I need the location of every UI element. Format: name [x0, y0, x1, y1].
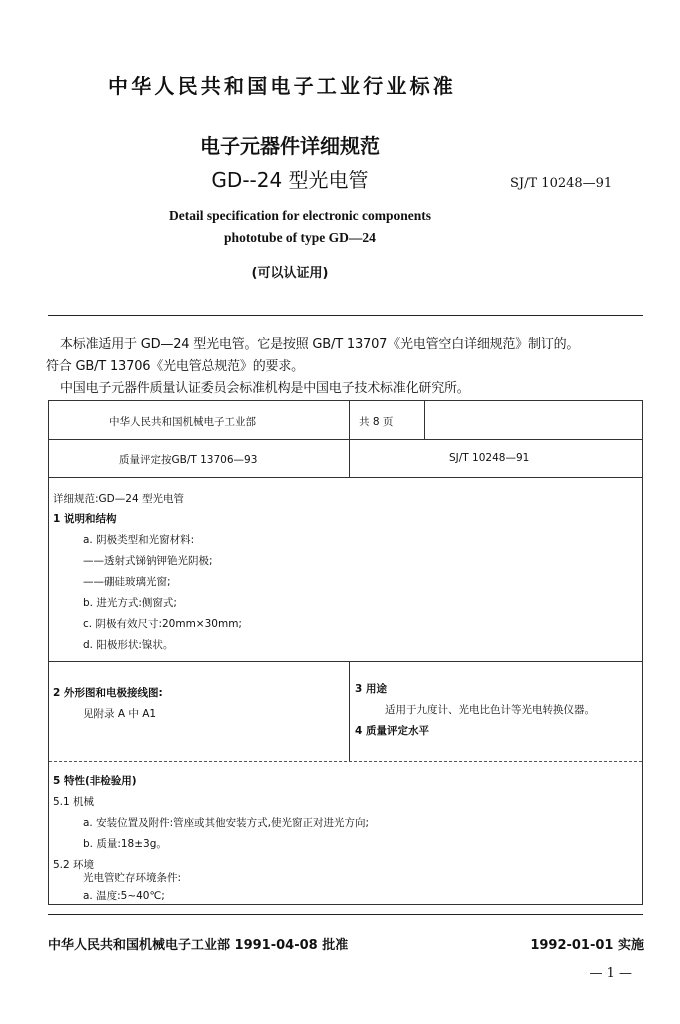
section-5-2-temperature: a. 温度:5~40℃;: [83, 890, 165, 902]
page-count-cell: 共 8 页: [359, 416, 394, 428]
section-4-heading: 4 质量评定水平: [355, 725, 429, 737]
section-1-item-a: a. 阴极类型和光窗材料:: [83, 534, 195, 546]
section-1-heading: 1 说明和结构: [53, 513, 117, 525]
footer-divider: [48, 914, 643, 915]
section-5-1-heading: 5.1 机械: [53, 796, 95, 808]
quality-basis-cell: 质量评定按GB/T 13706—93: [119, 454, 258, 466]
document-subtitle: GD--24 型光电管: [211, 168, 369, 192]
section-2-heading: 2 外形图和电极接线图:: [53, 687, 163, 699]
section-5-1-item-a: a. 安装位置及附件:管座或其他安装方式,使光窗正对进光方向;: [83, 817, 370, 829]
section-1-item-b: b. 进光方式:侧窗式;: [83, 597, 177, 609]
section-5-1-item-b: b. 质量:18±3g。: [83, 838, 167, 850]
approval-date: 中华人民共和国机械电子工业部 1991-04-08 批准: [48, 938, 349, 953]
english-title-line2: phototube of type GD—24: [224, 230, 376, 245]
implementation-date: 1992-01-01 实施: [530, 938, 644, 953]
header-divider: [48, 315, 643, 316]
section-3-heading: 3 用途: [355, 683, 387, 695]
standard-number: SJ/T 10248—91: [510, 176, 613, 191]
section-1-item-a2: ——硼硅玻璃光窗;: [83, 576, 171, 588]
section-2-body: 见附录 A 中 A1: [83, 708, 157, 720]
section-3-body: 适用于九度计、光电比色计等光电转换仪器。: [385, 704, 595, 716]
page-number: — 1 —: [589, 966, 632, 981]
section-5-heading: 5 特性(非检验用): [53, 775, 137, 787]
section-1-item-d: d. 阳极形状:镍状。: [83, 639, 174, 651]
std-number-cell: SJ/T 10248—91: [449, 452, 530, 464]
section-5-2-heading: 5.2 环境: [53, 859, 95, 871]
intro-line-3: 中国电子元器件质量认证委员会标准机构是中国电子技术标准化研究所。: [60, 381, 470, 396]
intro-line-2: 符合 GB/T 13706《光电管总规范》的要求。: [46, 359, 304, 374]
certification-note: (可以认证用): [251, 266, 329, 281]
document-title: 电子元器件详细规范: [200, 134, 380, 158]
section-1-item-a1: ——透射式锑钠钾铯光阴极;: [83, 555, 213, 567]
section-5-2-env: 光电管贮存环境条件:: [83, 872, 182, 884]
spec-label: 详细规范:GD—24 型光电管: [53, 493, 184, 505]
english-title-line1: Detail specification for electronic components: [169, 208, 431, 223]
ministry-cell: 中华人民共和国机械电子工业部: [109, 416, 256, 428]
section-1-item-c: c. 阴极有效尺寸:20mm×30mm;: [83, 618, 242, 630]
intro-line-1: 本标准适用于 GD—24 型光电管。它是按照 GB/T 13707《光电管空白详细规范》制订的。: [60, 337, 580, 352]
issuing-body-header: 中华人民共和国电子工业行业标准: [108, 74, 456, 98]
specification-table: [48, 400, 643, 905]
